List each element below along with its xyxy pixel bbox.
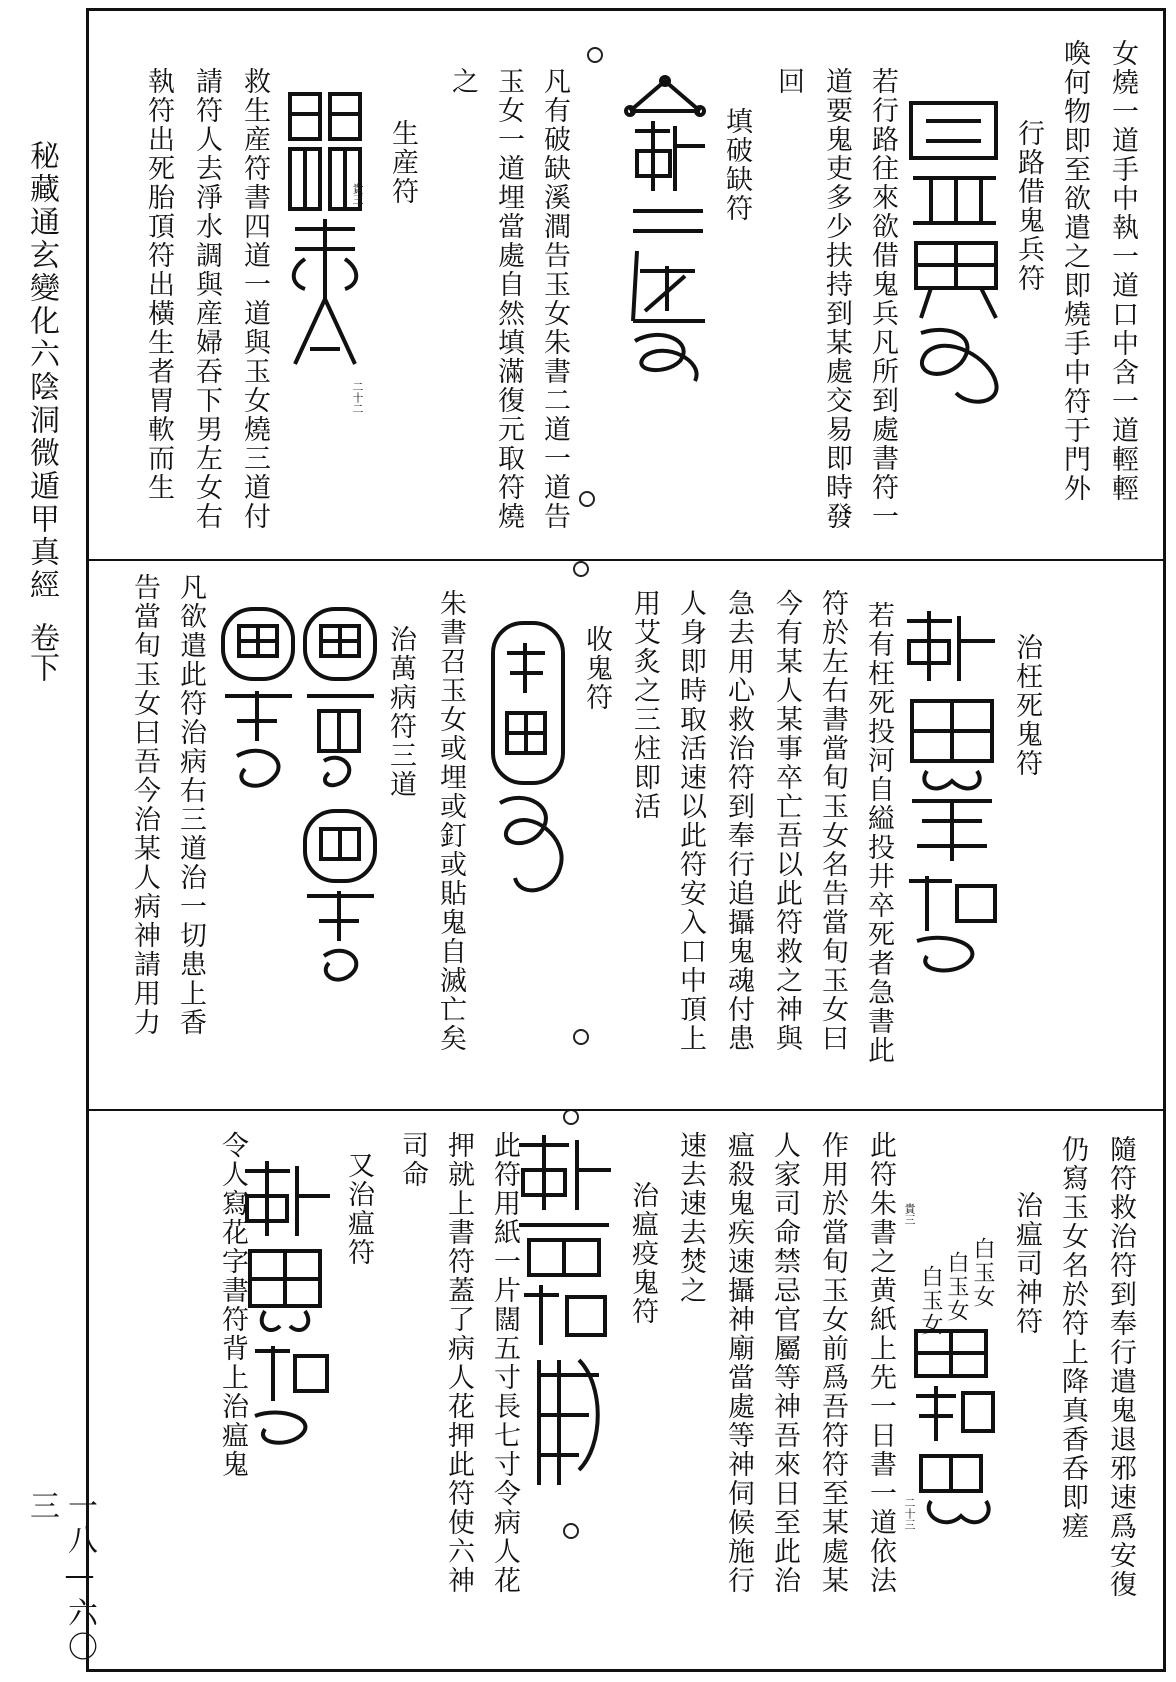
text-column: 朱書召玉女或埋或釘或貼鬼自滅亡矣 <box>435 589 466 1053</box>
text-column: 符於左右書當旬玉女名告當旬玉女曰 <box>817 589 848 1053</box>
text-column: 喚何物即至欲遣之即燒手中符于門外 <box>1059 39 1090 503</box>
talisman-title: 治枉死鬼符 <box>1011 633 1042 778</box>
panel-bottom <box>89 1111 1163 1671</box>
text-column: 凡有破缺溪澗告玉女朱書二道一道告 <box>539 67 570 531</box>
text-column: 瘟殺鬼疾速攝神廟當處等神伺候施行 <box>723 1131 754 1595</box>
talisman-inscription: 白玉女 <box>918 1265 943 1337</box>
talisman-borrow-ghost-soldiers <box>901 83 1011 413</box>
text-column: 速去速去焚之 <box>675 1131 706 1305</box>
talisman-title: 又治瘟符 <box>343 1151 374 1267</box>
talisman-wrongful-death <box>897 601 1007 981</box>
text-column: 仍寫玉女名於符上降真香呑即瘥 <box>1057 1135 1088 1541</box>
text-column: 用艾炙之三炷即活 <box>629 589 660 821</box>
text-column: 此符用紙一片闊五寸長七寸令病人花 <box>489 1131 520 1595</box>
text-column: 回 <box>773 67 804 96</box>
text-column: 隨符救治符到奉行遣鬼退邪速爲安復 <box>1105 1135 1136 1599</box>
talisman-fill-breaches <box>615 71 715 391</box>
talisman-title: 治萬病符三道 <box>385 625 416 799</box>
circle-marker <box>573 561 589 577</box>
text-column: 若行路往來欲借鬼兵凡所到處書符一 <box>867 67 898 531</box>
talisman-childbirth <box>275 79 375 379</box>
talisman-title: 收鬼符 <box>581 625 612 712</box>
circle-marker <box>573 1029 589 1045</box>
text-column: 今有某人某事卒亡吾以此符救之神與 <box>771 589 802 1053</box>
panel-top <box>89 11 1163 561</box>
text-column: 之 <box>447 67 478 96</box>
text-column: 執符出死胎頂符出橫生者胃軟而生 <box>143 67 174 502</box>
talisman-plague-controller <box>901 1321 1001 1541</box>
text-column: 凡欲遣此符治病右三道治一切患上香 <box>175 573 206 1037</box>
talisman-plague-ghost <box>509 1125 621 1505</box>
circle-marker <box>587 47 603 63</box>
text-column: 急去用心救治符到奉行追攝鬼魂付患 <box>723 589 754 1053</box>
talisman-title: 生産符 <box>387 119 418 206</box>
circle-marker <box>563 1111 579 1125</box>
page-number: 一八—六〇三 <box>24 1490 97 1665</box>
talisman-collect-ghosts <box>485 613 575 913</box>
talisman-plague-again <box>235 1151 335 1451</box>
talisman-title: 行路借鬼兵符 <box>1013 119 1044 293</box>
text-column: 請符人去淨水調與産婦吞下男左女右 <box>191 67 222 531</box>
page-frame <box>86 8 1166 1672</box>
text-column: 救生産符書四道一道與玉女燒三道付 <box>239 67 270 531</box>
margin-note: 二十三 <box>903 1497 916 1530</box>
text-column: 人身即時取活速以此符安入口中頂上 <box>675 589 706 1053</box>
text-column: 人家司命禁忌官屬等神吾來日至此治 <box>769 1131 800 1595</box>
talisman-title: 填破缺符 <box>721 107 752 223</box>
panel-middle <box>89 561 1163 1111</box>
text-column: 若有枉死投河自縊投井卒死者急書此 <box>863 601 894 1065</box>
text-column: 押就上書符蓋了病人花押此符使六神 <box>443 1131 474 1595</box>
volume-label: 卷下 <box>24 622 59 682</box>
talisman-myriad-illness-a <box>299 601 381 991</box>
margin-note: 貴三 <box>903 1203 916 1225</box>
text-column: 司命 <box>397 1131 428 1189</box>
talisman-inscription: 白玉女 <box>944 1251 969 1323</box>
text-column: 告當旬玉女曰吾今治某人病神請用力 <box>129 573 160 1037</box>
circle-marker <box>563 1523 579 1539</box>
margin-note: 二十二 <box>351 381 364 414</box>
book-title: 秘藏通玄變化六陰洞微遁甲真經 <box>24 140 59 602</box>
talisman-myriad-illness-b <box>217 601 299 801</box>
text-column: 作用於當旬玉女前爲吾符符至某處某 <box>817 1131 848 1595</box>
text-column: 道要鬼吏多少扶持到某處交易即時發 <box>821 67 852 531</box>
margin-note: 貴三 <box>351 183 364 205</box>
talisman-title: 治瘟疫鬼符 <box>627 1181 658 1326</box>
text-column: 女燒一道手中執一道口中含一道輕輕 <box>1107 39 1138 503</box>
text-column: 此符朱書之黄紙上先一日書一道依法 <box>865 1131 896 1595</box>
text-column: 玉女一道埋當處自然填滿復元取符燒 <box>493 67 524 531</box>
talisman-inscription: 白玉女 <box>970 1237 995 1309</box>
text-column: 令人寫花字書符背上治瘟鬼 <box>217 1131 248 1479</box>
talisman-title: 治瘟司神符 <box>1011 1191 1042 1336</box>
circle-marker <box>579 491 595 507</box>
